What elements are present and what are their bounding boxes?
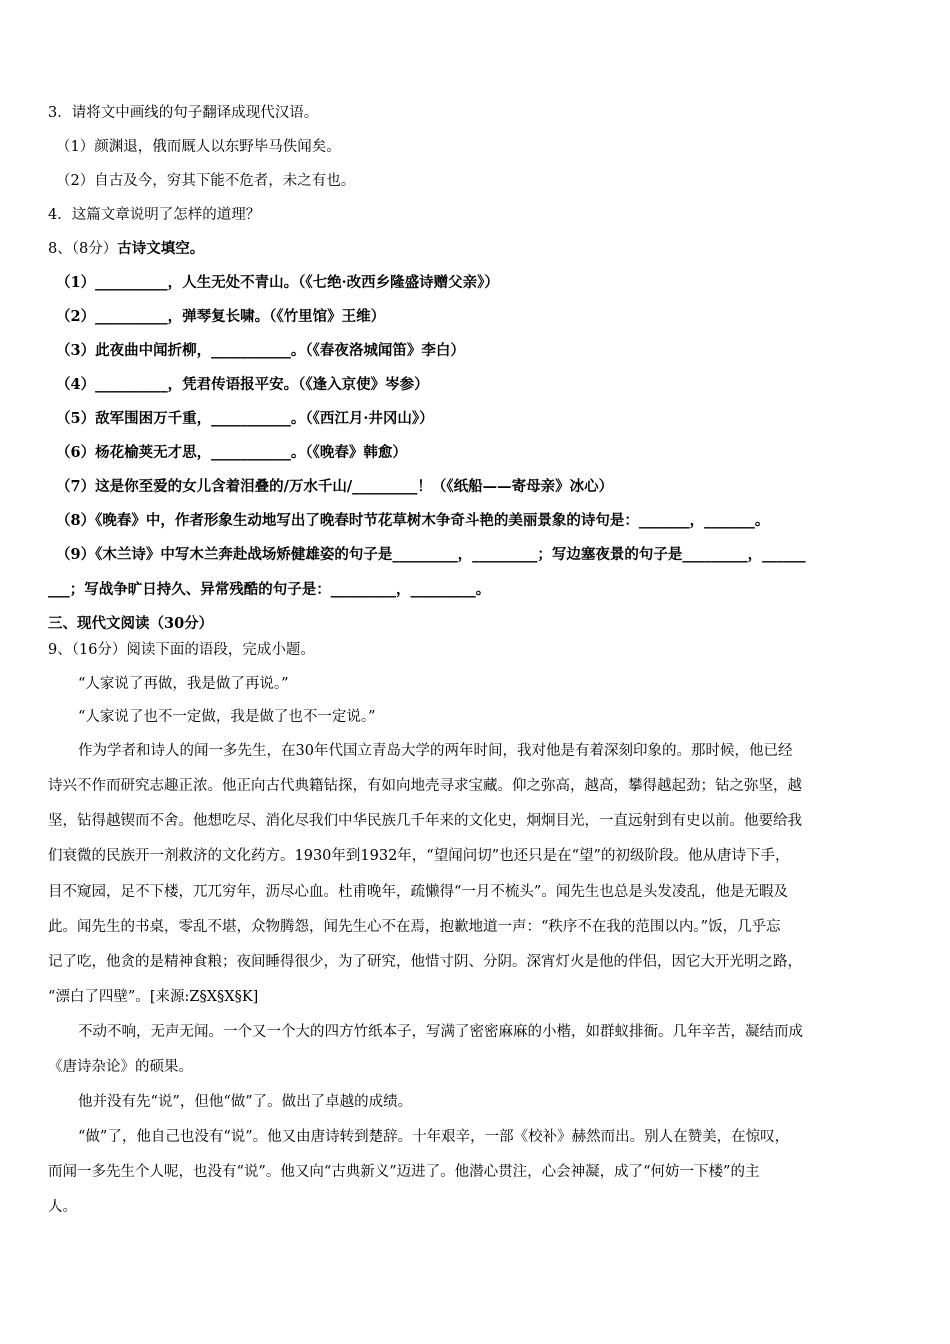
passage-line: 他并没有先“说”，但他“做”了。做出了卓越的成绩。	[78, 1094, 413, 1110]
question-8-heading	[48, 239, 204, 259]
q8-item-7: （7）这是你至爱的女儿含着泪叠的/万水千山/_________！（《纸船——寄母亲》冰心）	[56, 478, 614, 495]
q8-item-6: （6）杨花榆荚无才思，___________。（《晚春》韩愈）	[56, 444, 407, 461]
q8-item-4: （4）__________，凭君传语报平安。（《逢入京使》岑参）	[56, 376, 429, 393]
question-8-prefix: 8、（8分）	[48, 241, 118, 257]
q8-item-5: （5）敌军围困万千重，___________。（《西江月·井冈山》）	[56, 410, 434, 427]
passage-line: 诗兴不作而研究志趣正浓。他正向古代典籍钻探，有如向地壳寻求宝藏。仰之弥高，越高，攀得越起劲；钻之弥坚，越	[48, 778, 802, 794]
passage-line: 《唐诗杂论》的硕果。	[48, 1059, 193, 1075]
passage-line: 目不窥园，足不下楼，兀兀穷年，沥尽心血。杜甫晚年，疏懒得“一月不梳头”。闻先生也总是头发凌乱，他是无暇及	[48, 884, 788, 900]
passage-line: “人家说了再做，我是做了再说。”	[78, 676, 289, 692]
q8-item-9-line-2: ___；写战争旷日持久、异常残酷的句子是：_________，_________。	[48, 581, 491, 598]
passage-line: “人家说了也不一定做，我是做了也不一定说。”	[78, 709, 376, 725]
question-8-title: 古诗文填空。	[117, 240, 205, 257]
passage-line: 此。闻先生的书桌，零乱不堪，众物腾怨，闻先生心不在焉，抱歉地道一声：“秩序不在我的范围以内。”饭，几乎忘	[48, 919, 781, 935]
question-3-title: 3．请将文中画线的句子翻译成现代汉语。	[48, 105, 319, 121]
question-9-title: 9、（16分）阅读下面的语段，完成小题。	[48, 642, 315, 658]
passage-line: 作为学者和诗人的闻一多先生，在30年代国立青岛大学的两年时间，我对他是有着深刻印象的。那时候，他已经	[78, 743, 793, 759]
q8-item-1: （1）__________，人生无处不青山。（《七绝·改西乡隆盛诗赠父亲》）	[56, 274, 499, 291]
question-4-title: 4．这篇文章说明了怎样的道理？	[48, 207, 261, 223]
passage-line: 而闻一多先生个人呢，也没有“说”。他又向“古典新义”迈进了。他潜心贯注，心会神凝，成了“何妨一下楼”的主	[48, 1164, 760, 1180]
q8-item-3: （3）此夜曲中闻折柳，___________。（《春夜洛城闻笛》李白）	[56, 342, 465, 359]
q8-item-9-line-1: （9）《木兰诗》中写木兰奔赴战场矫健雄姿的句子是_________，_________；写边塞夜景的句子是_________，______	[56, 546, 806, 563]
question-3-sentence-1: （1）颜渊退，俄而厩人以东野毕马佚闻矣。	[56, 139, 341, 155]
passage-line: 不动不响，无声无闻。一个又一个大的四方竹纸本子，写满了密密麻麻的小楷，如群蚁排衙。几年辛苦，凝结而成	[78, 1024, 803, 1040]
passage-line: 坚，钻得越锲而不舍。他想吃尽、消化尽我们中华民族几千年来的文化史，炯炯目光，一直远射到有史以前。他要给我	[48, 813, 802, 829]
q8-item-8: （8）《晚春》中，作者形象生动地写出了晚春时节花草树木争奇斗艳的美丽景象的诗句是：_______，_______。	[56, 512, 770, 529]
passage-line: 们衰微的民族开一剂救济的文化药方。1930年到1932年，“望闻问切”也还只是在“望”的初级阶段。他从唐诗下手，	[48, 848, 790, 864]
passage-line: 人。	[48, 1199, 77, 1215]
section-3-title: 三、现代文阅读（30分）	[48, 615, 214, 632]
q8-item-2: （2）__________，弹琴复长啸。（《竹里馆》王维）	[56, 308, 386, 325]
question-3-sentence-2: （2）自古及今，穷其下能不危者，未之有也。	[56, 173, 356, 189]
passage-line: “做”了，他自己也没有“说”。他又由唐诗转到楚辞。十年艰辛，一部《校补》赫然而出。别人在赞美，在惊叹，	[78, 1129, 790, 1145]
passage-line: 记了吃，他贪的是精神食粮；夜间睡得很少，为了研究，他惜寸阴、分阴。深宵灯火是他的伴侣，因它大开光明之路，	[48, 954, 802, 970]
passage-line: “漂白了四壁”。[来源:Z§X§X§K]	[48, 989, 259, 1005]
